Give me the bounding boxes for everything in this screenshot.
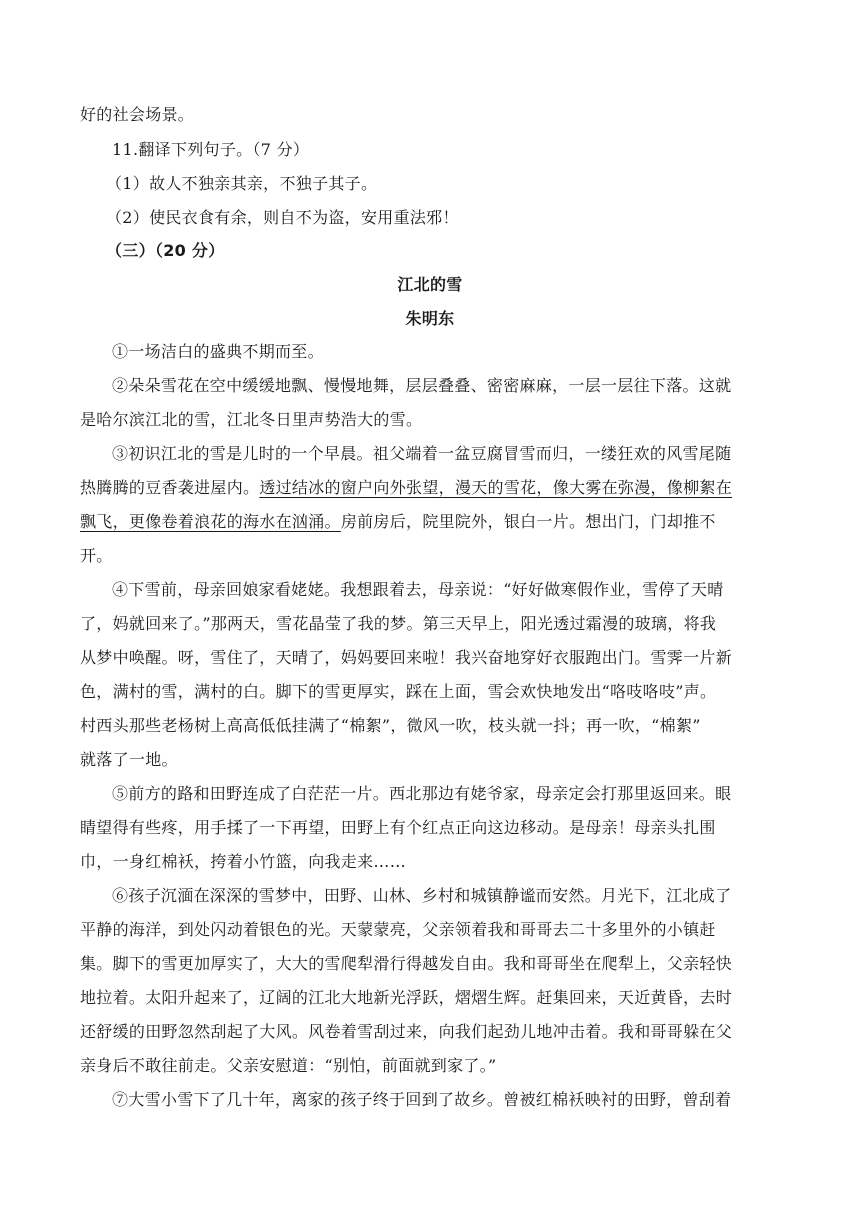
- question-11-item-1: （1）故人不独亲其亲，不独子其子。: [106, 174, 378, 193]
- paragraph-3-line: [80, 471, 780, 504]
- paragraph-3-line: [80, 505, 780, 538]
- underlined-sentence: 透过结冰的窗户向外张望，漫天的雪花，像大雾在弥漫，像柳絮在: [259, 478, 733, 497]
- paragraph-6-line: 集。脚下的雪更加厚实了，大大的雪爬犁滑行得越发自由。我和哥哥坐在爬犁上，父亲轻快: [80, 954, 733, 973]
- paragraph-6-line: ⑥孩子沉湎在深深的雪梦中，田野、山林、乡村和城镇静谧而安然。月光下，江北成了: [112, 886, 732, 905]
- paragraph-5-line: 睛望得有些疼，用手揉了一下再望，田野上有个红点正向这边移动。是母亲！母亲头扎围: [80, 818, 716, 837]
- question-11: 11.翻译下列句子。（7 分）: [112, 140, 310, 159]
- paragraph-2-line: 是哈尔滨江北的雪，江北冬日里声势浩大的雪。: [80, 410, 423, 429]
- paragraph-6-line: 还舒缓的田野忽然刮起了大风。风卷着雪刮过来，向我们起劲儿地冲击着。我和哥哥躲在父: [80, 1022, 733, 1041]
- article-author: 朱明东: [405, 309, 455, 328]
- paragraph-4-line: 色，满村的雪，满村的白。脚下的雪更厚实，踩在上面，雪会欢快地发出“咯吱咯吱”声。: [80, 682, 717, 701]
- paragraph-7-line: ⑦大雪小雪下了几十年，离家的孩子终于回到了故乡。曾被红棉袄映衬的田野，曾刮着: [112, 1090, 732, 1109]
- paragraph-3-line: ③初识江北的雪是儿时的一个早晨。祖父端着一盆豆腐冒雪而归，一缕狂欢的风雪尾随: [112, 444, 732, 463]
- paragraph-4-line: ④下雪前，母亲回娘家看姥姥。我想跟着去，母亲说：“好好做寒假作业，雪停了天晴: [112, 580, 724, 599]
- paragraph-6-line: 平静的海洋，到处闪动着银色的光。天蒙蒙亮，父亲领着我和哥哥去二十多里外的小镇赶: [80, 920, 716, 939]
- paragraph-1: ①一场洁白的盛典不期而至。: [112, 342, 324, 361]
- plain-text: 热腾腾的豆香袭进屋内。: [80, 478, 260, 497]
- paragraph-4-line: 从梦中唤醒。呀，雪住了，天晴了，妈妈要回来啦！我兴奋地穿好衣服跑出门。雪霁一片新: [80, 648, 733, 667]
- paragraph-2-line: ②朵朵雪花在空中缓缓地飘、慢慢地舞，层层叠叠、密密麻麻，一层一层往下落。这就: [112, 376, 732, 395]
- paragraph-5-line: 巾，一身红棉袄，挎着小竹篮，向我走来……: [80, 852, 407, 871]
- paragraph-4-line: 就落了一地。: [80, 750, 178, 769]
- paragraph-3-line: 开。: [80, 546, 113, 565]
- plain-text: 房前房后，院里院外，银白一片。想出门，门却推不: [340, 512, 716, 531]
- section-heading: （三）（20 分）: [106, 241, 225, 260]
- underlined-sentence: 飘飞，更像卷着浪花的海水在汹涌。: [80, 512, 341, 531]
- paragraph-5-line: ⑤前方的路和田野连成了白茫茫一片。西北那边有姥爷家，母亲定会打那里返回来。眼: [112, 784, 732, 803]
- text-line: 好的社会场景。: [80, 105, 195, 124]
- paragraph-4-line: 村西头那些老杨树上高高低低挂满了“棉絮”，微风一吹，枝头就一抖；再一吹，“棉絮”: [80, 716, 701, 735]
- question-11-item-2: （2）使民衣食有余，则自不为盗，安用重法邪！: [106, 208, 459, 227]
- paragraph-4-line: 了，妈就回来了。”那两天，雪花晶莹了我的梦。第三天早上，阳光透过霜漫的玻璃，将我: [80, 614, 717, 633]
- article-title: 江北的雪: [397, 275, 463, 294]
- paragraph-6-line: 亲身后不敢往前走。父亲安慰道：“别怕，前面就到家了。”: [80, 1056, 497, 1075]
- paragraph-6-line: 地拉着。太阳升起来了，辽阔的江北大地新光浮跃，熠熠生辉。赶集回来，天近黄昏，去时: [80, 988, 733, 1007]
